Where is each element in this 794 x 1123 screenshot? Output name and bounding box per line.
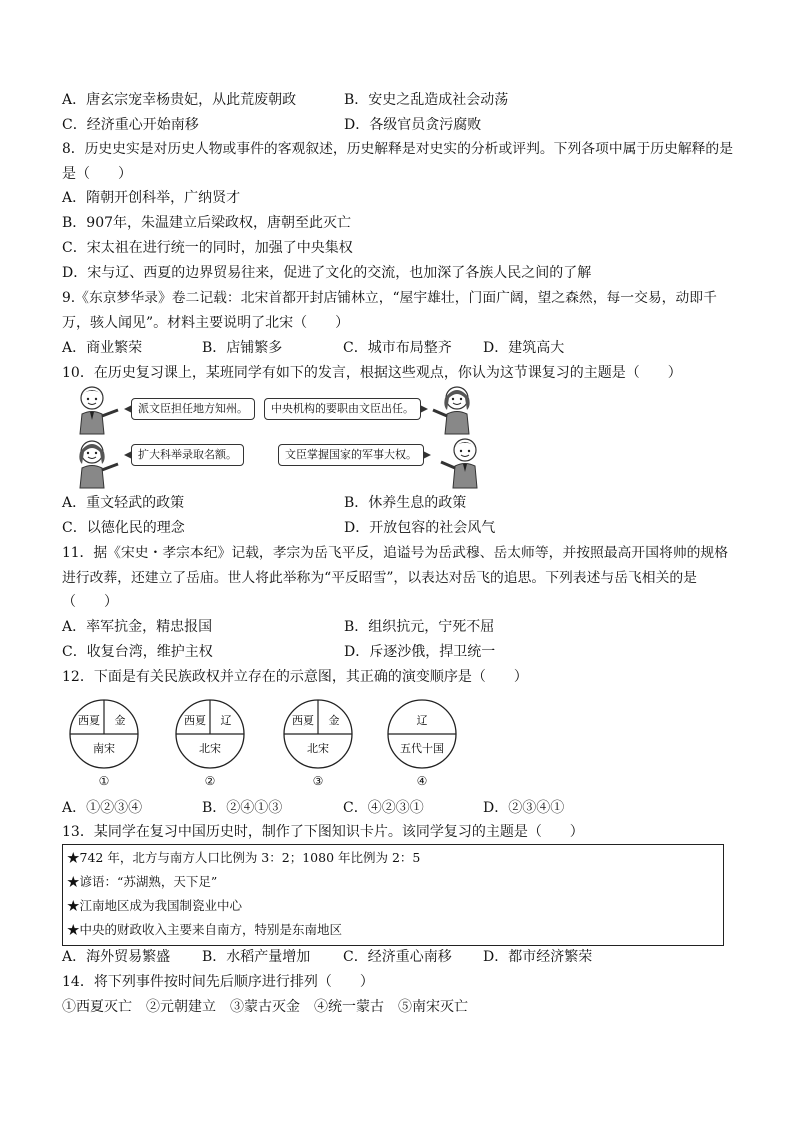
q8-option-a: A．隋朝开创科举，广纳贤才 <box>62 190 241 206</box>
regime-diagram-2 <box>174 698 246 770</box>
speech-bubble-2: 中央机构的要职由文臣出任。 <box>264 398 421 420</box>
diagram-4-top: 辽 <box>416 714 428 727</box>
diagram-1-label: ① <box>98 774 110 788</box>
q12-option-a: A．①②③④ <box>62 800 143 816</box>
q12-option-d: D．②③④① <box>483 800 565 816</box>
q11-stem-bracket: （ ） <box>62 594 118 610</box>
q8-option-b: B．907年，朱温建立后梁政权，唐朝至此灭亡 <box>62 215 352 231</box>
q13-stem: 13．某同学在复习中国历史时，制作了下图知识卡片。该同学复习的主题是（ ） <box>62 824 584 840</box>
diagram-2-tl: 西夏 <box>184 714 206 727</box>
q8-stem: 8．历史史实是对历史人物或事件的客观叙述，历史解释是对史实的分析或评判。下列各项中属于历史解释的是 <box>62 141 734 157</box>
card-line-2: ★谚语：“苏湖熟，天下足” <box>67 874 218 889</box>
q11-option-a: A．率军抗金，精忠报国 <box>62 619 213 635</box>
knowledge-card <box>62 844 724 946</box>
diagram-1-tr: 金 <box>114 714 126 727</box>
q11-stem-cont: 进行改葬，还建立了岳庙。世人将此举称为“平反昭雪”，以表达对岳飞的追思。下列表述与岳飞相关的是 <box>62 570 697 586</box>
q11-option-d: D．斥逐沙俄，捍卫统一 <box>344 644 496 660</box>
student-boy-2-icon <box>433 436 497 490</box>
diagram-1-bottom: 南宋 <box>93 742 115 755</box>
q9-option-c: C．城市布局整齐 <box>343 340 452 356</box>
student-girl-icon <box>425 384 489 436</box>
q11-stem: 11．据《宋史・孝宗本纪》记载，孝宗为岳飞平反，追谥号为岳武穆、岳太师等，并按照最高开国将帅的规格 <box>62 545 729 561</box>
q14-stem: 14．将下列事件按时间先后顺序进行排列（ ） <box>62 974 374 990</box>
q8-option-c: C．宋太祖在进行统一的同时，加强了中央集权 <box>62 240 353 256</box>
q9-option-b: B．店铺繁多 <box>202 340 283 356</box>
q10-option-b: B．休养生息的政策 <box>344 495 467 511</box>
card-line-4: ★中央的财政收入主要来自南方，特别是东南地区 <box>67 922 343 937</box>
q14-items: ①西夏灭亡 ②元朝建立 ③蒙古灭金 ④统一蒙古 ⑤南宋灭亡 <box>62 999 468 1015</box>
q13-option-d: D．都市经济繁荣 <box>483 949 593 965</box>
regime-diagram-3 <box>282 698 354 770</box>
q11-option-c: C．收复台湾，维护主权 <box>62 644 213 660</box>
diagram-3-tr: 金 <box>328 714 340 727</box>
q10-option-d: D．开放包容的社会风气 <box>344 520 496 536</box>
q9-option-d: D．建筑高大 <box>483 340 565 356</box>
q10-stem: 10．在历史复习课上，某班同学有如下的发言，根据这些观点，你认为这节课复习的主题是（ ） <box>62 365 682 381</box>
speech-bubble-3: 扩大科举录取名额。 <box>131 444 244 466</box>
diagram-2-bottom: 北宋 <box>199 742 221 755</box>
diagram-1-tl: 西夏 <box>78 714 100 727</box>
q9-stem-cont: 万，骇人闻见”。材料主要说明了北宋（ ） <box>62 315 350 331</box>
q10-option-c: C．以德化民的理念 <box>62 520 185 536</box>
q9-option-a: A．商业繁荣 <box>62 340 143 356</box>
student-girl-2-icon <box>62 438 126 490</box>
q12-option-c: C．④②③① <box>343 800 424 816</box>
q12-option-b: B．②④①③ <box>202 800 283 816</box>
card-line-1: ★742 年，北方与南方人口比例为 3：2；1080 年比例为 2：5 <box>67 850 421 865</box>
diagram-2-label: ② <box>204 774 216 788</box>
q10-option-a: A．重文轻武的政策 <box>62 495 185 511</box>
q7-option-d: D．各级官员贪污腐败 <box>344 117 482 133</box>
q13-option-a: A．海外贸易繁盛 <box>62 949 171 965</box>
q13-option-b: B．水稻产量增加 <box>202 949 311 965</box>
diagram-2-tr: 辽 <box>220 714 232 727</box>
q7-option-b: B．安史之乱造成社会动荡 <box>344 92 509 108</box>
regime-diagram-4 <box>386 698 458 770</box>
student-boy-icon <box>62 384 126 436</box>
card-line-3: ★江南地区成为我国制瓷业中心 <box>67 898 243 913</box>
diagram-4-label: ④ <box>416 774 428 788</box>
q13-option-c: C．经济重心南移 <box>343 949 452 965</box>
diagram-4-bottom: 五代十国 <box>400 742 444 755</box>
speech-bubble-1: 派文臣担任地方知州。 <box>131 398 255 420</box>
speech-bubble-4: 文臣掌握国家的军事大权。 <box>278 444 424 466</box>
regime-diagram-1 <box>68 698 140 770</box>
diagram-3-label: ③ <box>312 774 324 788</box>
q12-stem: 12．下面是有关民族政权并立存在的示意图，其正确的演变顺序是（ ） <box>62 669 528 685</box>
diagram-3-tl: 西夏 <box>292 714 314 727</box>
q8-stem-cont: 是（ ） <box>62 166 132 182</box>
q11-option-b: B．组织抗元，宁死不屈 <box>344 619 495 635</box>
q9-stem: 9.《东京梦华录》卷二记载：北宋首都开封店铺林立，“屋宇雄壮，门面广阔，望之森然，每一交易，动即千 <box>62 290 717 306</box>
q7-option-c: C．经济重心开始南移 <box>62 117 199 133</box>
diagram-3-bottom: 北宋 <box>307 742 329 755</box>
q7-option-a: A．唐玄宗宠幸杨贵妃，从此荒废朝政 <box>62 92 297 108</box>
q8-option-d: D．宋与辽、西夏的边界贸易往来，促进了文化的交流，也加深了各族人民之间的了解 <box>62 265 592 281</box>
